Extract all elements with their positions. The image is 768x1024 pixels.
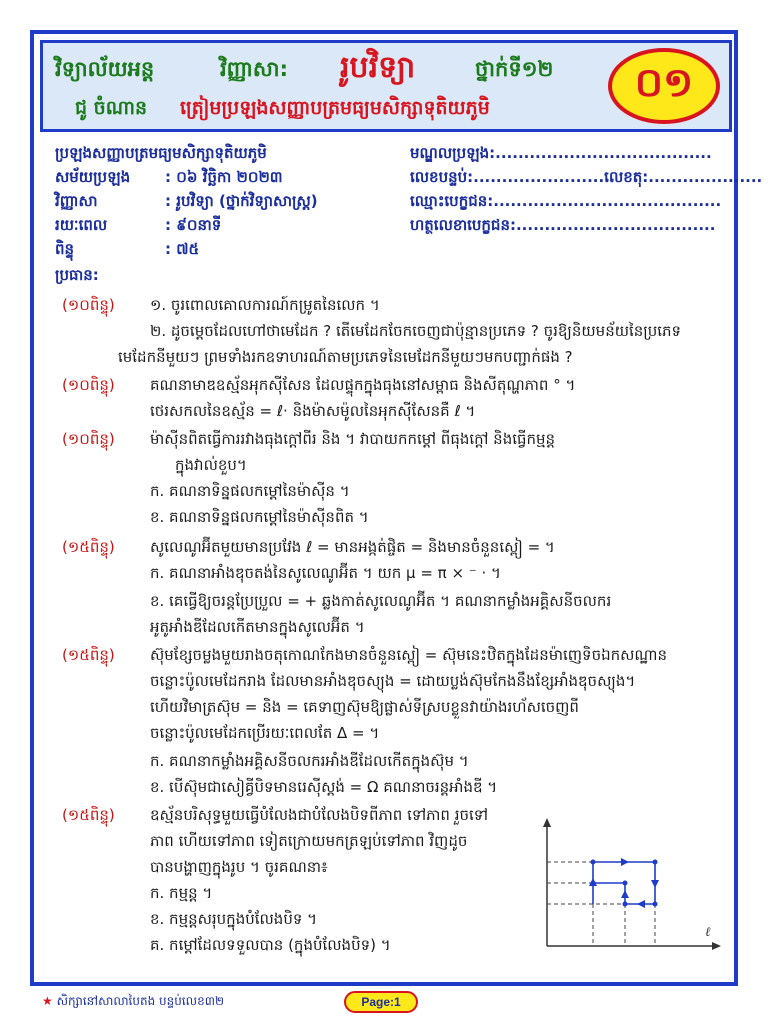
subject-info-value: : រូបវិទ្យា (ថ្នាក់វិទ្យាសាស្ត្រ) — [165, 192, 318, 210]
x-axis-arrow-icon — [712, 942, 721, 950]
q3-points: (១០ពិន្ទុ) — [62, 430, 115, 448]
q5-line1: ស៊ុមខ្សែចម្លងមួយរាងចតុកោណកែងមានចំនួនស្ពៀ = ស៊ុមនេះឋិតក្នុងដែនម៉ាញេទិចឯកសណ្ឋាន — [150, 646, 668, 664]
state-point — [591, 881, 596, 886]
q4-line1: សូលេណូអ៊ីតមួយមានប្រវែង ℓ = មានអង្កត់ផ្ចិត = និងមានចំនួនស្ពៀ = ។ — [150, 538, 555, 556]
pv-cycle-diagram — [525, 818, 725, 953]
state-point — [653, 860, 658, 865]
page-number-badge: Page:1 — [344, 991, 418, 1013]
q5-line4: ចន្លោះប៉ូលមេដែកប្រើរយៈពេលតែ Δ = ។ — [150, 724, 380, 742]
duration-label: រយៈពេល — [55, 216, 108, 234]
q6-points: (១៥ពិន្ទុ) — [62, 806, 115, 824]
q6-part-b: ខ. កម្មន្តសរុបក្នុងបំលែងបិទ ។ — [150, 910, 318, 928]
q1-part-a: ១. ចូរពោលគោលការណ៍កម្រូតនៃលេក ។ — [150, 296, 380, 314]
q4-part-b-line1: ខ. គេធ្វើឱ្យចរន្តប្រែប្រួល = + ឆ្លងកាត់សូលេណូអ៊ីត ។ គណនាកម្លាំងអគ្គិសនីចលករ — [150, 592, 612, 610]
topic-label: ប្រធាន: — [55, 266, 99, 284]
q4-part-b-line2: អូតូអាំងឌីដែលកើតមានក្នុងសូលេអ៊ីត ។ — [150, 618, 365, 636]
q5-points: (១៥ពិន្ទុ) — [62, 646, 115, 664]
q6-part-c: គ. កម្តៅដែលទទួលបាន (ក្នុងបំលែងបិទ) ។ — [150, 936, 391, 954]
subject-info-label: វិញ្ញាសា — [55, 192, 98, 210]
state-point — [653, 902, 658, 907]
q3-line2: ក្នុងវាល់ខួប។ — [175, 456, 247, 474]
q4-points: (១៥ពិន្ទុ) — [62, 538, 115, 556]
score-value: : ៧៥ — [165, 240, 200, 258]
q6-part-a: ក. កម្មន្ត ។ — [150, 884, 213, 902]
room-seat-field: លេខបន្ទប់:.......................លេខតុ:.................... — [410, 168, 763, 186]
q4-part-a: ក. គណនាអាំងឌុចតង់នៃសូលេណូអ៊ីត ។ យក μ = π × ⁻ · ។ — [150, 564, 501, 582]
subject-label: វិញ្ញាសា: — [220, 57, 288, 81]
arrow-down-icon — [651, 880, 659, 888]
q5-line3: ហើយវិមាត្រស៊ុម = និង = គេទាញស៊ុមឱ្យផ្លាស់ទីស្របខ្លួនវាយ៉ាងរហ័សចេញពី — [150, 698, 579, 716]
y-axis-arrow-icon — [543, 818, 551, 827]
exam-center-field: មណ្ឌលប្រឡង:...................................... — [410, 144, 712, 162]
q1-part-b-line1: ២. ដូចម្តេចដែលហៅថាមេដែក ? តើមេដែកចែកចេញជាប៉ុន្មានប្រភេទ ? ចូរឱ្យនិយមន័យនៃប្រភេទ — [150, 322, 682, 340]
q5-part-b: ខ. បើស៊ុមជាសៀគ្វីបិទមានរេស៊ីស្តង់ = Ω គណនាចរន្តអាំងឌី ។ — [150, 778, 498, 796]
arrow-up-icon-2 — [621, 890, 629, 898]
q2-points: (១០ពិន្ទុ) — [62, 376, 115, 394]
subject-title: រូបវិទ្យា — [340, 50, 416, 85]
signature-field: ហត្ថលេខាបេក្ខជន:................................... — [410, 216, 716, 234]
state-point — [591, 860, 596, 865]
school-name: វិទ្យាល័យអន្ត — [55, 57, 155, 81]
footer-text: សិក្សានៅសាលាបៃតង បន្ទប់លេខ៣២ — [56, 994, 225, 1008]
q5-line2: ចន្លោះប៉ូលមេដែករាង ដែលមានអាំងឌុចស្យុង = ដោយប្លង់ស៊ុមកែងនឹងខ្សែអាំងឌុចស្យុង។ — [150, 672, 636, 690]
footer-note — [42, 993, 224, 1011]
session-label: សម័យប្រឡង — [55, 168, 131, 186]
arrow-right-icon — [621, 858, 629, 866]
q1-part-b-line2: មេដែកនីមួយៗ ព្រមទាំងរកឧទាហរណ៍តាមប្រភេទនៃមេដែកនីមួយៗមកបញ្ជាក់ផង ? — [118, 348, 573, 366]
q6-line3: បានបង្ហាញក្នុងរូប ។ ចូរគណនា៖ — [150, 858, 328, 876]
arrow-left-icon — [637, 900, 645, 908]
exam-prep-title: ត្រៀមប្រឡងសញ្ញាបត្រមធ្យមសិក្សាទុតិយភូមិ — [180, 97, 490, 119]
q3-line1: ម៉ាស៊ីនពិតធ្វើការរវាងធុងក្តៅពីរ និង ។ វាបាយកកម្តៅ ពីធុងក្តៅ និងធ្វើកម្មន្ត — [150, 430, 556, 448]
q3-part-b: ខ. គណនាទិន្នផលកម្តៅនៃម៉ាស៊ីនពិត ។ — [150, 508, 369, 526]
duration-value: : ៩០នាទី — [165, 216, 222, 234]
q2-line1: គណនាមាឌឧស្ម័នអុកស៊ីសែន ដែលផ្ទុកក្នុងធុងនៅសម្ពាធ និងសីតុណ្ហភាព ° ។ — [150, 376, 576, 394]
score-label: ពិន្ទុ — [55, 240, 75, 258]
teacher-name: ជូ ចំណាន — [75, 97, 148, 119]
q6-line1: ឧស្ម័នបរិសុទ្ធមួយធ្វើបំលែងជាបំលែងបិទពីភាព ទៅភាព រួចទៅ — [150, 806, 489, 824]
q5-part-a: ក. គណនាកម្លាំងអគ្គិសនីចលករអាំងឌីដែលកើតក្នុងស៊ុម ។ — [150, 752, 469, 770]
candidate-name-field: ឈ្មោះបេក្ខជន:........................................ — [410, 192, 722, 210]
session-value: : ០៦ វិច្ឆិកា ២០២៣ — [165, 168, 283, 186]
q3-part-a: ក. គណនាទិន្នផលកម្តៅនៃម៉ាស៊ីន ។ — [150, 482, 350, 500]
exam-name: ប្រឡងសញ្ញាបត្រមធ្យមសិក្សាទុតិយភូមិ — [55, 144, 267, 162]
state-point — [623, 881, 628, 886]
state-point — [623, 902, 628, 907]
q2-line2: ថេរសកលនៃឧស្ម័ន = ℓ· និងម៉ាសម៉ូលនៃអុកស៊ីសែនគឺ ℓ ។ — [150, 402, 476, 420]
grade-label: ថ្នាក់ទី១២ — [475, 57, 554, 81]
axis-label: ℓ — [705, 925, 711, 940]
q1-points: (១០ពិន្ទុ) — [62, 296, 115, 314]
star-icon: ★ — [42, 994, 53, 1008]
q6-line2: ភាព ហើយទៅភាព ទៀតក្រោយមកត្រឡប់ទៅភាព វិញដូច — [150, 832, 468, 850]
exam-number-badge: ០១ — [608, 48, 720, 124]
